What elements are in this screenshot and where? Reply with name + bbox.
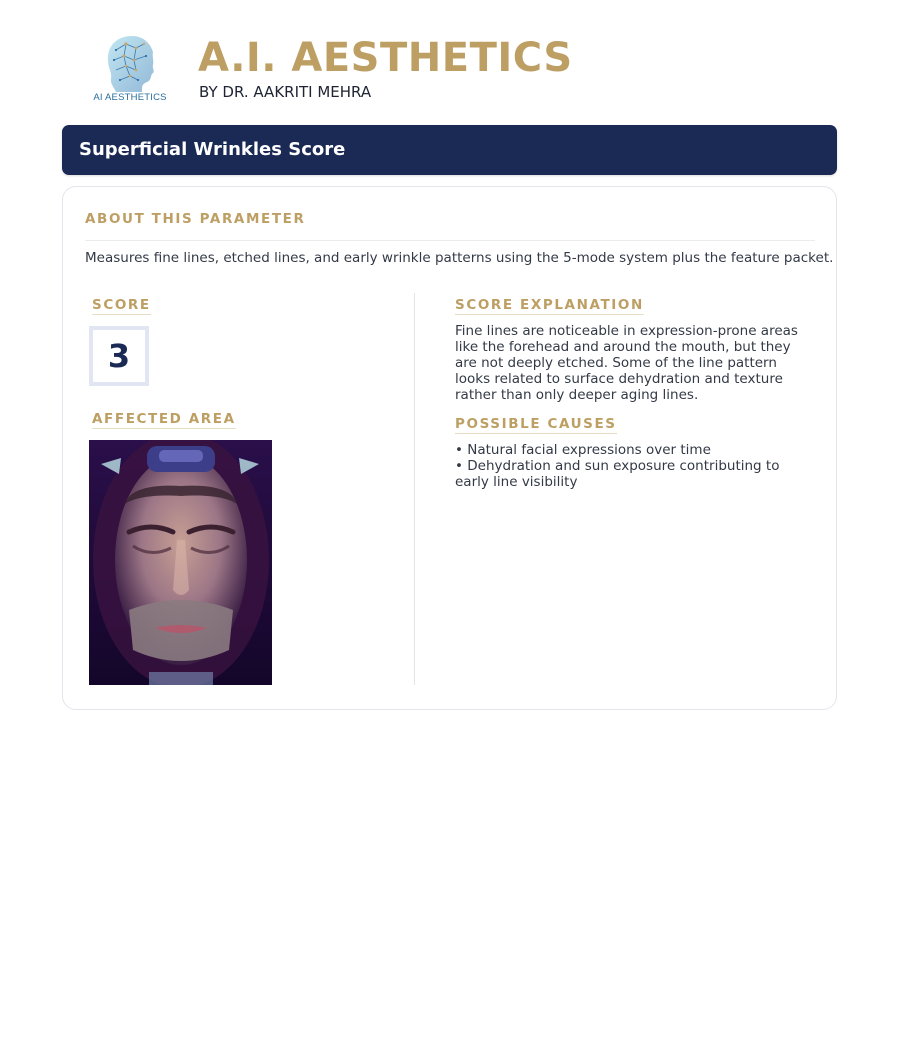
parameter-title: Superficial Wrinkles Score bbox=[79, 139, 346, 160]
score-explanation-label: SCORE EXPLANATION bbox=[455, 297, 644, 313]
column-divider bbox=[414, 293, 415, 685]
possible-causes-label: POSSIBLE CAUSES bbox=[455, 416, 617, 432]
score-value: 3 bbox=[107, 337, 131, 375]
about-label: ABOUT THIS PARAMETER bbox=[85, 211, 306, 227]
report-header bbox=[0, 0, 900, 120]
parameter-card bbox=[62, 186, 837, 710]
brand-subtitle: BY DR. AAKRITI MEHRA bbox=[199, 83, 372, 101]
score-explanation-text: Fine lines are noticeable in expression-prone areas like the forehead and around the mouth, but they are not deeply etched. Some of the line pattern looks related to surface dehydration and texture rather than only deeper aging lines. bbox=[455, 323, 798, 403]
about-divider bbox=[85, 240, 815, 241]
score-box bbox=[89, 326, 149, 386]
cause-item: • Natural facial expressions over time bbox=[455, 442, 711, 458]
possible-causes-list bbox=[455, 442, 815, 490]
brand-title: A.I. AESTHETICS bbox=[198, 35, 573, 81]
about-text: Measures fine lines, etched lines, and early wrinkle patterns using the 5-mode system plus the feature packet. bbox=[85, 250, 834, 266]
score-label: SCORE bbox=[92, 297, 151, 313]
face-scan-photo bbox=[89, 440, 272, 685]
parameter-banner bbox=[62, 125, 837, 175]
cause-item: • Dehydration and sun exposure contributing to early line visibility bbox=[455, 458, 780, 490]
affected-area-label: AFFECTED AREA bbox=[92, 411, 236, 427]
logo-text: AI AESTHETICS bbox=[93, 92, 167, 103]
